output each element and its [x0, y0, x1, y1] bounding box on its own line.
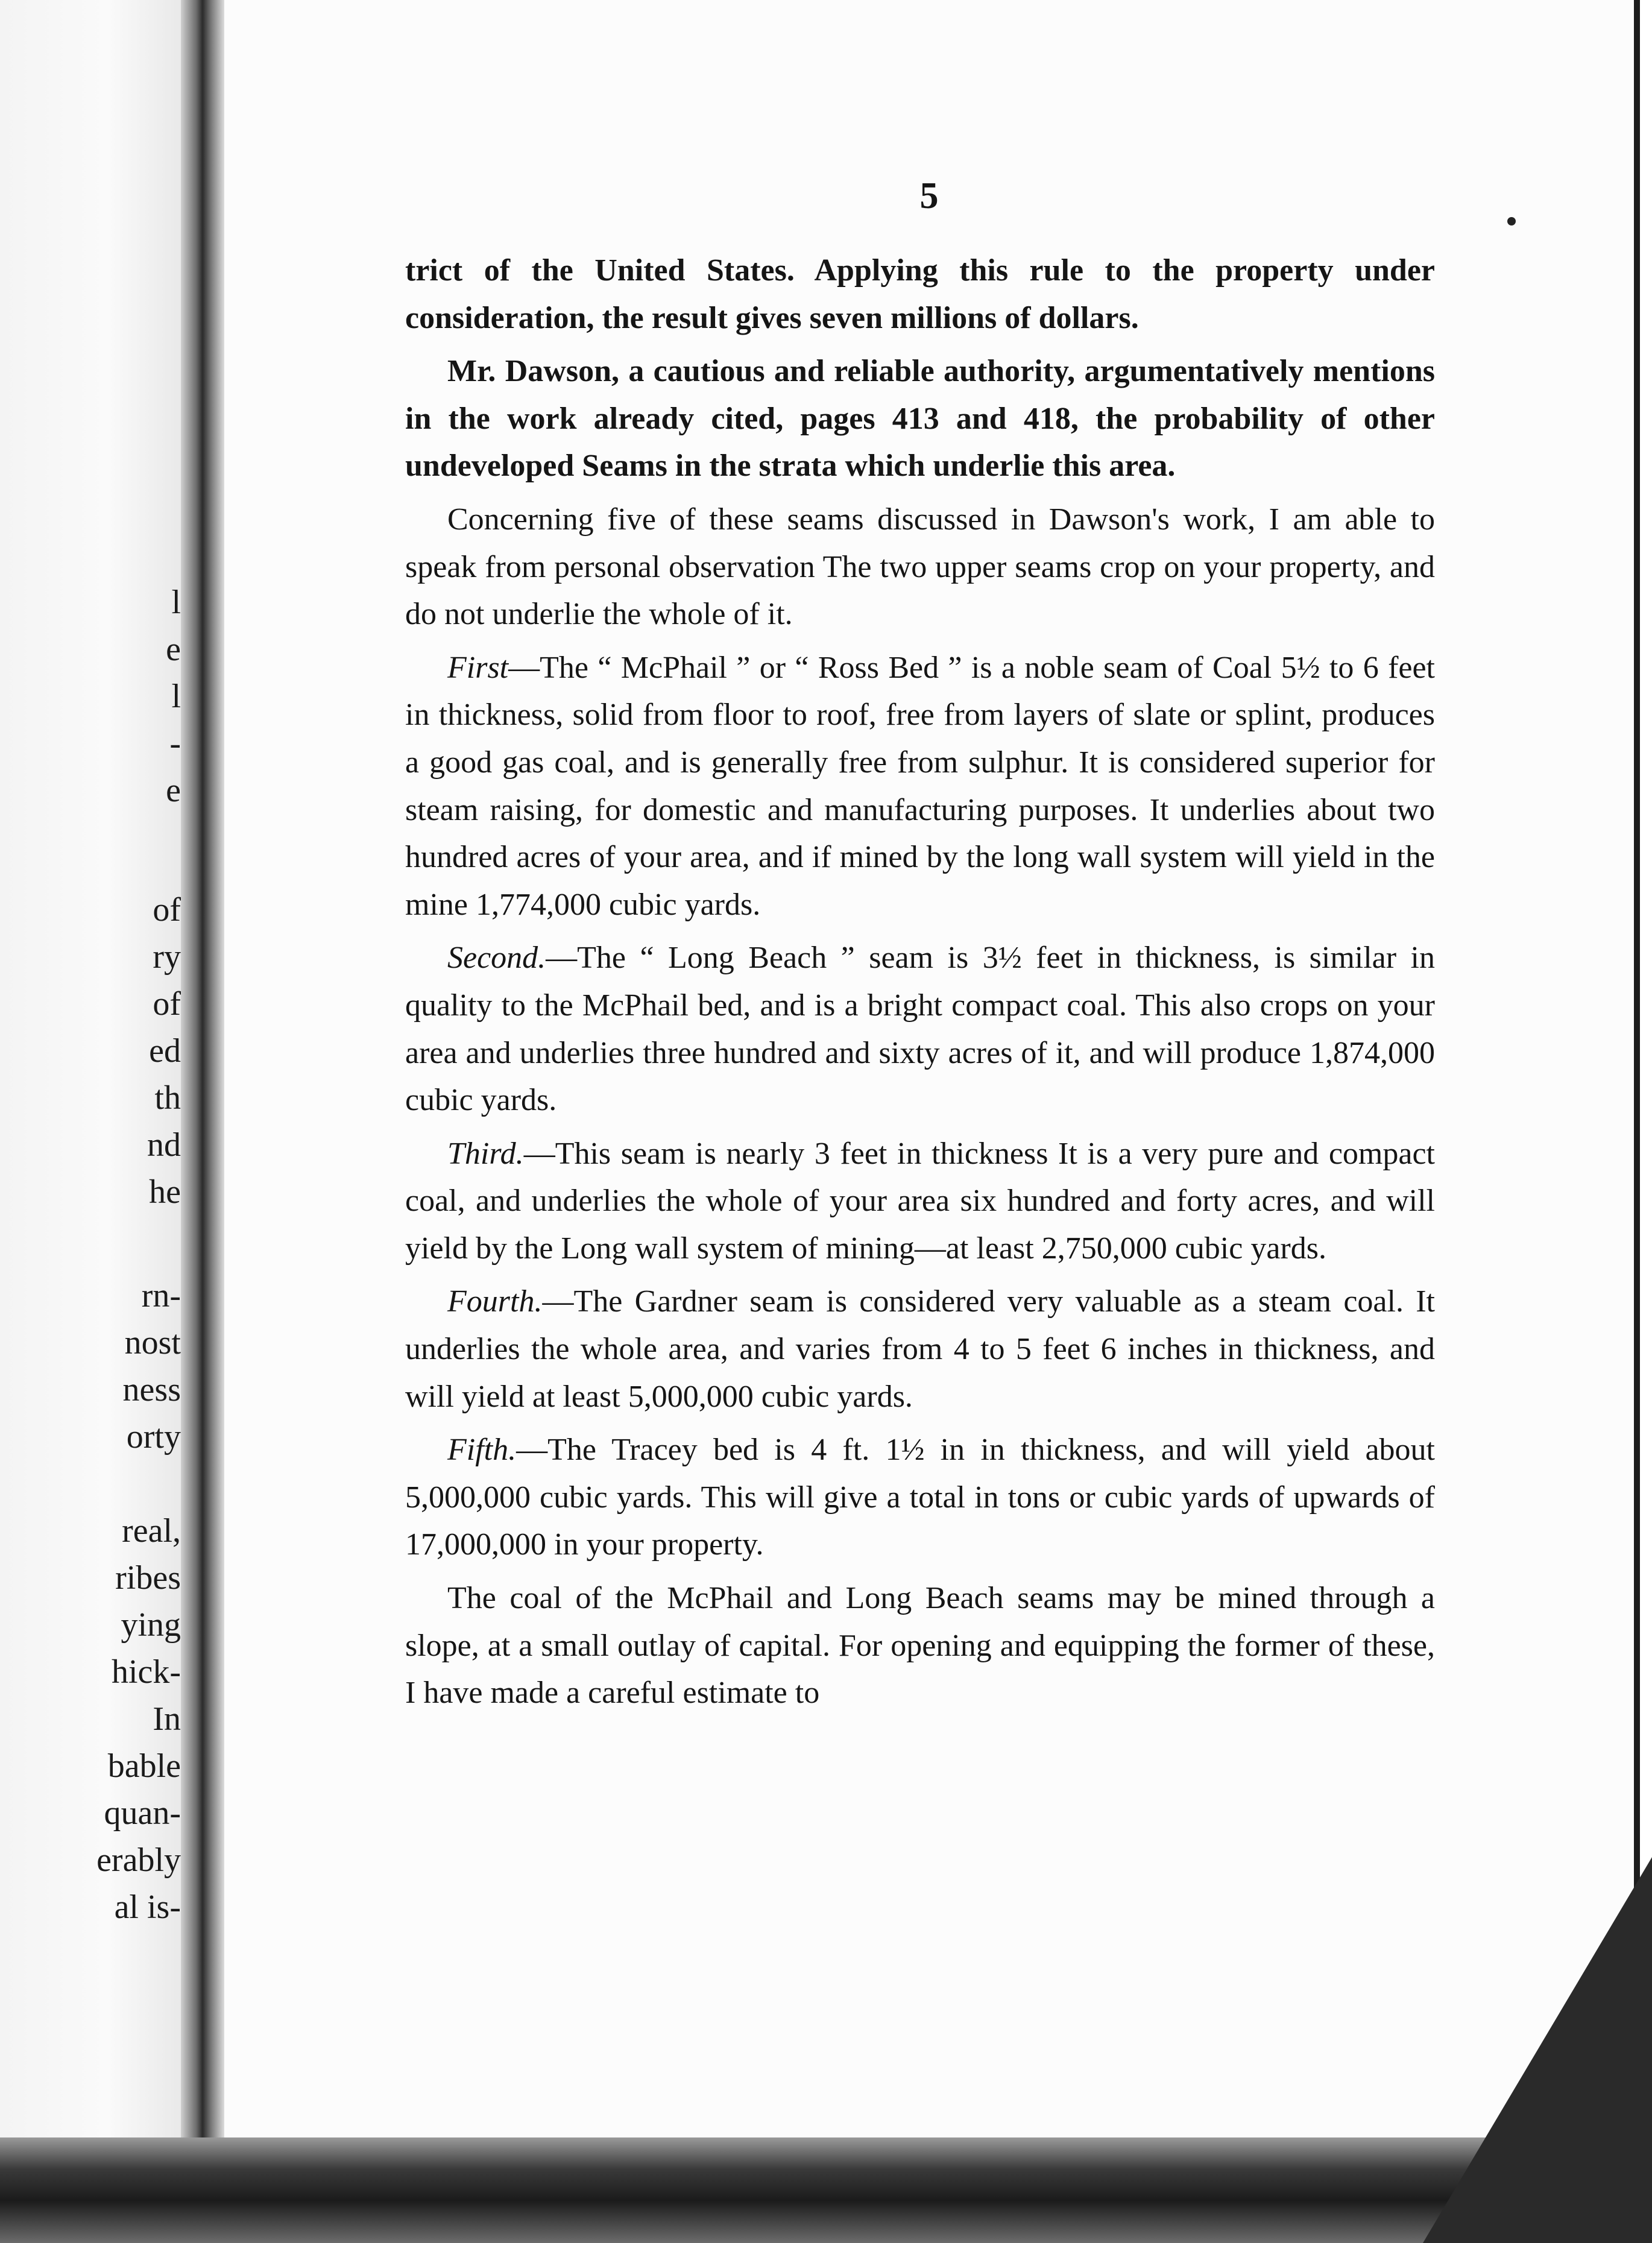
- left-fragment: l: [171, 584, 181, 621]
- paragraph: [405, 1278, 1435, 1421]
- left-fragment: -: [169, 725, 181, 762]
- left-page-fragment: [0, 0, 181, 2243]
- paragraph-text: —This seam is nearly 3 feet in thickness It is a very pure and compact coal, and underlies the whole of your area six hundred and forty acres, and will yield by the Long wall system of mining—at least 2,750,000 cubic yards.: [405, 1136, 1435, 1266]
- paragraph: [405, 247, 1435, 342]
- paragraph-lead: Fifth.: [447, 1433, 517, 1468]
- paragraph-text: The coal of the McPhail and Long Beach seams may be mined through a slope, at a small outlay of capital. For opening and equipping the former of these, I have made a careful estimate to: [405, 1581, 1435, 1711]
- left-page-text-column: [0, 579, 181, 814]
- left-fragment: orty: [126, 1418, 181, 1456]
- left-fragment: hick-: [111, 1653, 181, 1691]
- left-fragment: th: [154, 1079, 181, 1117]
- paragraph-text: Concerning five of these seams discussed in Dawson's work, I am able to speak from personal observation The two upper seams crop on your property, and do not underlie the whole of it.: [405, 502, 1435, 632]
- paragraph: [405, 348, 1435, 490]
- left-fragment: he: [149, 1173, 181, 1211]
- paragraph-text: —The Gardner seam is considered very valuable as a steam coal. It underlies the whole area, and varies from 4 to 5 feet 6 inches in thickness, and will yield at least 5,000,000 cubic yards.: [405, 1284, 1435, 1414]
- paragraph: [405, 1131, 1435, 1273]
- scan-bottom-edge: [0, 2137, 1652, 2243]
- left-fragment: ribes: [115, 1559, 181, 1597]
- left-page-text-column: [0, 1507, 181, 1931]
- left-fragment: nd: [147, 1126, 181, 1164]
- paragraph: [405, 1427, 1435, 1569]
- left-fragment: real,: [122, 1512, 181, 1550]
- page-corner-fold: [1423, 1857, 1652, 2243]
- book-gutter: [181, 0, 224, 2243]
- left-fragment: of: [153, 985, 181, 1023]
- paragraph-lead: First: [447, 650, 509, 685]
- left-fragment: e: [166, 631, 181, 668]
- page-body: [405, 247, 1435, 1723]
- left-fragment: e: [166, 772, 181, 809]
- left-page-text-column: [0, 886, 181, 1216]
- left-fragment: nost: [124, 1324, 181, 1361]
- page-number: 5: [919, 175, 939, 216]
- paragraph: [405, 1575, 1435, 1717]
- left-fragment: ness: [122, 1371, 181, 1409]
- paragraph-text: trict of the United States. Applying this rule to the property under consideration, the result gives seven millions of dollars.: [405, 253, 1435, 335]
- scan-speck: [1507, 217, 1516, 226]
- left-fragment: l: [171, 678, 181, 715]
- left-fragment: of: [153, 891, 181, 929]
- paragraph-text: Mr. Dawson, a cautious and reliable authority, argumentatively mentions in the work already cited, pages 413 and 418, the probability of other undeveloped Seams in the strata which underlie this area.: [405, 354, 1435, 484]
- left-fragment: quan-: [104, 1794, 181, 1832]
- paragraph: [405, 496, 1435, 639]
- paragraph: [405, 935, 1435, 1124]
- paragraph-text: —The “ Long Beach ” seam is 3½ feet in thickness, is similar in quality to the McPhail bed, and is a bright compact coal. This also crops on your area and underlies three hundred and sixty acres of it, and will produce 1,874,000 cubic yards.: [405, 941, 1435, 1118]
- left-fragment: al is-: [114, 1888, 181, 1926]
- paragraph: [405, 645, 1435, 929]
- paragraph-lead: Second.: [447, 941, 546, 976]
- left-fragment: bable: [107, 1747, 181, 1785]
- paragraph-text: —The Tracey bed is 4 ft. 1½ in in thickness, and will yield about 5,000,000 cubic yards. This will give a total in tons or cubic yards of upwards of 17,000,000 in your property.: [405, 1433, 1435, 1562]
- left-fragment: erably: [96, 1841, 181, 1879]
- left-fragment: rn-: [141, 1277, 181, 1314]
- left-fragment: ed: [149, 1032, 181, 1070]
- paragraph-text: —The “ McPhail ” or “ Ross Bed ” is a noble seam of Coal 5½ to 6 feet in thickness, solid from floor to roof, free from layers of slate or splint, produces a good gas coal, and is generally free from sulphur. It is considered superior for steam raising, for domestic and manufacturing purposes. It underlies about two hundred acres of your area, and if mined by the long wall system will yield in the mine 1,774,000 cubic yards.: [405, 650, 1435, 922]
- left-fragment: In: [153, 1700, 181, 1738]
- left-fragment: ying: [121, 1606, 181, 1644]
- left-fragment: ry: [153, 938, 181, 976]
- left-page-text-column: [0, 1272, 181, 1460]
- paragraph-lead: Fourth.: [447, 1284, 543, 1319]
- paragraph-lead: Third.: [447, 1136, 524, 1171]
